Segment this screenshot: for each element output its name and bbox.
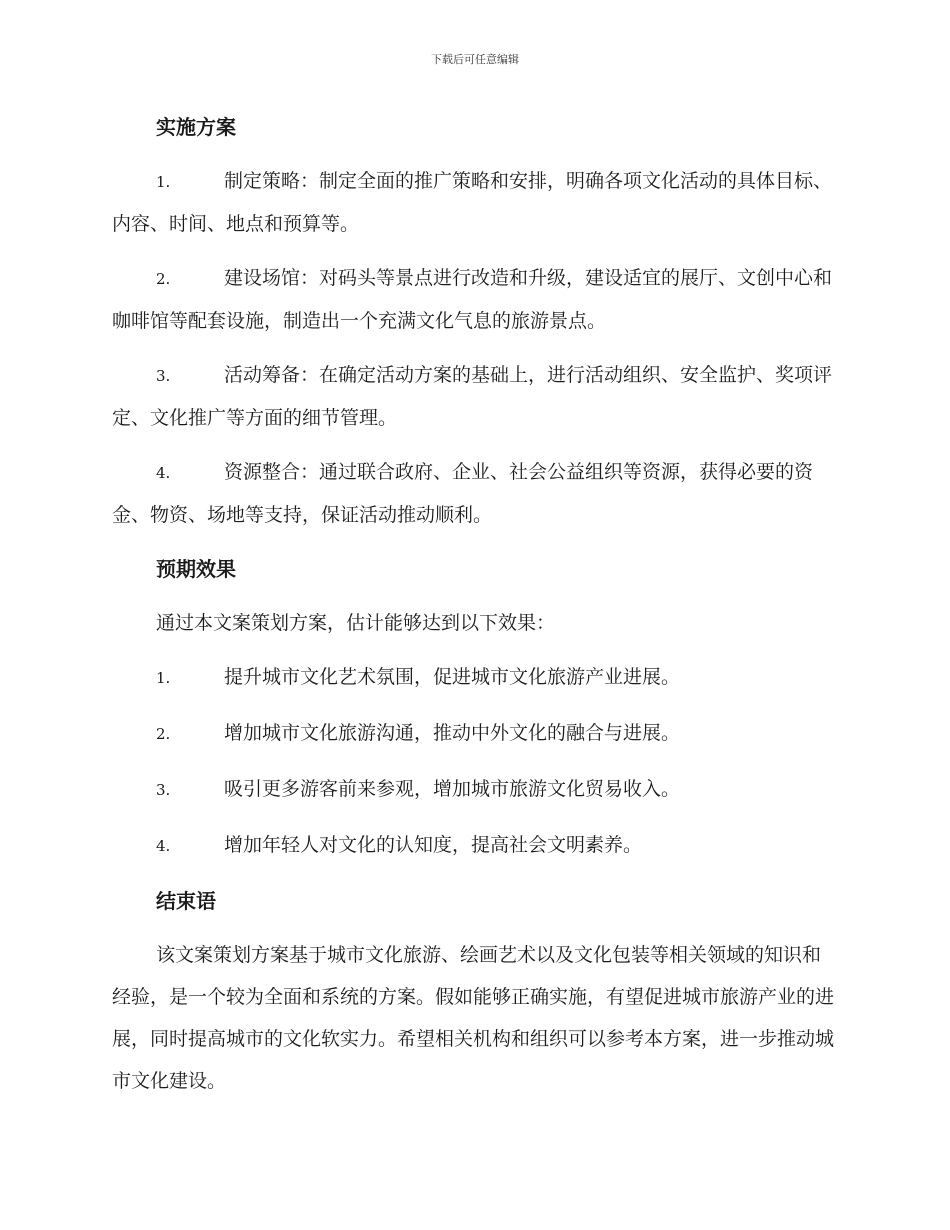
list-item bbox=[112, 257, 836, 342]
list-item-text: 资源整合：通过联合政府、企业、社会公益组织等资源，获得必要的资金、物资、场地等支持，保证活动推动顺利。 bbox=[112, 461, 814, 526]
list-item-number: 4. bbox=[156, 837, 171, 855]
list-item-text: 活动筹备：在确定活动方案的基础上，进行活动组织、安全监护、奖项评定、文化推广等方面的细节管理。 bbox=[112, 364, 833, 429]
list-item-text: 吸引更多游客前来参观，增加城市旅游文化贸易收入。 bbox=[224, 778, 681, 800]
list-item-number: 2. bbox=[156, 725, 171, 743]
list-item-number: 3. bbox=[156, 781, 171, 799]
list-item bbox=[112, 451, 836, 536]
list-item-text: 增加年轻人对文化的认知度，提高社会文明素养。 bbox=[224, 834, 643, 856]
page-header-note: 下载后可任意编辑 bbox=[431, 53, 519, 66]
document-body bbox=[112, 106, 836, 1114]
list-item-text: 制定策略：制定全面的推广策略和安排，明确各项文化活动的具体目标、内容、时间、地点和预算等。 bbox=[112, 170, 833, 235]
list-item bbox=[112, 354, 836, 439]
list-item bbox=[112, 824, 836, 867]
section-title-conclusion: 结束语 bbox=[156, 889, 216, 913]
list-item-text: 增加城市文化旅游沟通，推动中外文化的融合与进展。 bbox=[224, 722, 681, 744]
list-item-number: 4. bbox=[156, 464, 171, 482]
list-item bbox=[112, 768, 836, 811]
list-item-number: 3. bbox=[156, 367, 171, 385]
list-item-text: 提升城市文化艺术氛围，促进城市文化旅游产业进展。 bbox=[224, 666, 681, 688]
list-item-text: 建设场馆：对码头等景点进行改造和升级，建设适宜的展厅、文创中心和咖啡馆等配套设施，制造出一个充满文化气息的旅游景点。 bbox=[112, 267, 833, 332]
list-item bbox=[112, 160, 836, 245]
list-item-number: 1. bbox=[156, 173, 171, 191]
section-title-implementation: 实施方案 bbox=[156, 115, 236, 139]
list-item bbox=[112, 712, 836, 755]
section-title-expected: 预期效果 bbox=[156, 557, 236, 581]
section-intro: 通过本文案策划方案，估计能够达到以下效果： bbox=[156, 612, 556, 634]
list-item bbox=[112, 656, 836, 699]
list-item-number: 2. bbox=[156, 270, 171, 288]
conclusion-paragraph: 该文案策划方案基于城市文化旅游、绘画艺术以及文化包装等相关领域的知识和经验，是一个较为全面和系统的方案。假如能够正确实施，有望促进城市旅游产业的进展，同时提高城市的文化软实力。希望相关机构和组织可以参考本方案，进一步推动城市文化建设。 bbox=[112, 944, 835, 1092]
list-item-number: 1. bbox=[156, 669, 171, 687]
